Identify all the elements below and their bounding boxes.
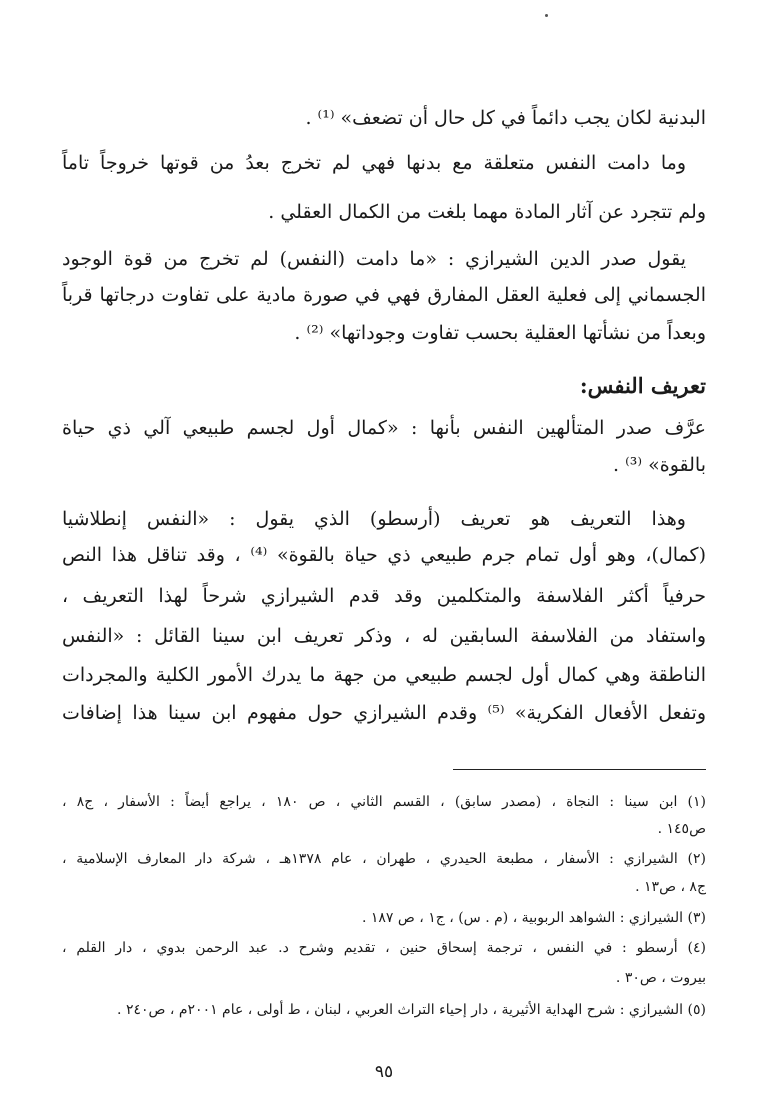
section-heading: تعريف النفس: <box>579 373 706 398</box>
body-line-12: واستفاد من الفلاسفة السابقين له ، وذكر تعريف ابن سينا القائل : «النفس <box>62 625 706 647</box>
footnote-3: (٣) الشيرازي : الشواهد الربوبية ، (م . س) ، ج١ ، ص ١٨٧ . <box>361 910 706 926</box>
footnote-2: (٢) الشيرازي : الأسفار ، مطبعة الحيدري ، طهران ، عام ١٣٧٨هـ ، شركة دار المعارف الإسلامية ، <box>62 851 706 867</box>
body-line-14: وتفعل الأفعال الفكرية» ⁽⁵⁾ وقدم الشيرازي حول مفهوم ابن سينا هذا إضافات <box>62 702 706 724</box>
page-number: ٩٥ <box>374 1062 394 1082</box>
footnote-4: (٤) أرسطو : في النفس ، ترجمة إسحاق حنين ، تقديم وشرح د. عبد الرحمن بدوي ، دار القلم ، <box>62 940 706 956</box>
scan-speck <box>545 14 548 17</box>
body-line-5: الجسماني إلى فعلية العقل المفارق فهي في صورة مادية على تفاوت درجاتها قرباً <box>62 284 706 306</box>
body-line-3: ولم تتجرد عن آثار المادة مهما بلغت من الكمال العقلي . <box>268 201 706 223</box>
footnote-separator <box>453 769 706 770</box>
body-line-9: وهذا التعريف هو تعريف (أرسطو) الذي يقول : «النفس إنطلاشيا <box>62 508 686 530</box>
body-line-11: حرفياً أكثر الفلاسفة والمتكلمين وقد قدم الشيرازي شرحاً لهذا التعريف ، <box>62 585 706 607</box>
footnote-5: (٥) الشيرازي : شرح الهداية الأثيرية ، دار إحياء التراث العربي ، لبنان ، ط أولى ، عام ٢٠٠١م ، ص٢٤٠ . <box>117 1002 706 1018</box>
footnote-1: (١) ابن سينا : النجاة ، (مصدر سابق) ، القسم الثاني ، ص ١٨٠ ، يراجع أيضاً : الأسفار ، ج٨ ، <box>62 794 707 810</box>
body-line-6: وبعداً من نشأتها العقلية بحسب تفاوت وجوداتها» ⁽²⁾ . <box>294 322 706 344</box>
footnote-1-cont: ص١٤٥ . <box>657 821 706 837</box>
body-line-13: الناطقة وهي كمال أول لجسم طبيعي من جهة ما يدرك الأمور الكلية والمجردات <box>62 664 706 686</box>
body-line-10: (كمال)، وهو أول تمام جرم طبيعي ذي حياة بالقوة» ⁽⁴⁾ ، وقد تناقل هذا النص <box>62 544 707 566</box>
footnote-2-cont: ج٨ ، ص١٣ . <box>635 879 706 895</box>
footnote-4-cont: بيروت ، ص٣٠ . <box>615 970 706 986</box>
body-line-8: بالقوة» ⁽³⁾ . <box>613 454 706 476</box>
body-line-1: البدنية لكان يجب دائماً في كل حال أن تضعف» ⁽¹⁾ . <box>305 107 706 129</box>
body-line-2: وما دامت النفس متعلقة مع بدنها فهي لم تخرج بعدُ من قوتها خروجاً تاماً <box>62 152 686 174</box>
body-line-7: عرَّف صدر المتألهين النفس بأنها : «كمال أول لجسم طبيعي آلي ذي حياة <box>62 417 706 439</box>
body-line-4: يقول صدر الدين الشيرازي : «ما دامت (النفس) لم تخرج من قوة الوجود <box>62 248 686 270</box>
